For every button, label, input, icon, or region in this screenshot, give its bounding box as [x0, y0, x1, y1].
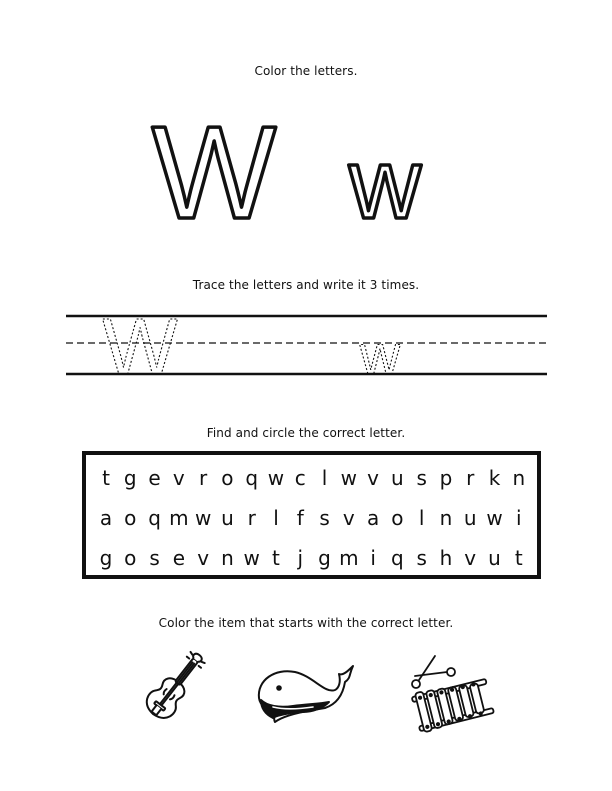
grid-row-1: [86, 459, 537, 497]
grid-letter[interactable]: u: [391, 466, 404, 490]
grid-letter[interactable]: l: [273, 506, 279, 530]
grid-letter[interactable]: w: [267, 466, 285, 490]
grid-letter[interactable]: a: [366, 506, 380, 530]
grid-letter[interactable]: o: [391, 506, 404, 530]
grid-letter[interactable]: m: [169, 506, 189, 530]
grid-letter[interactable]: n: [221, 546, 234, 570]
grid-letter[interactable]: u: [463, 506, 477, 530]
grid-row-2: [86, 499, 537, 537]
grid-letter[interactable]: r: [199, 466, 208, 490]
grid-letter[interactable]: v: [342, 506, 355, 530]
grid-letter[interactable]: l: [418, 506, 425, 530]
grid-letter[interactable]: t: [272, 546, 280, 570]
grid-letter[interactable]: a: [99, 506, 113, 530]
grid-letter[interactable]: h: [439, 546, 453, 570]
grid-letter[interactable]: g: [123, 466, 137, 490]
grid-letter[interactable]: i: [516, 506, 522, 530]
grid-letter[interactable]: v: [172, 466, 185, 490]
grid-letter[interactable]: t: [102, 466, 110, 490]
grid-letter[interactable]: t: [514, 546, 523, 570]
instruction-find: Find and circle the correct letter.: [206, 426, 406, 440]
trace-lowercase-letter: w: [359, 323, 401, 385]
whale-icon[interactable]: [253, 660, 357, 728]
grid-letter[interactable]: s: [416, 546, 427, 570]
grid-letter[interactable]: f: [296, 506, 304, 530]
grid-letter[interactable]: u: [221, 506, 234, 530]
trace-uppercase-letter: W: [102, 305, 178, 385]
grid-letter[interactable]: s: [319, 506, 330, 530]
instruction-color-item: Color the item that starts with the correct letter.: [158, 616, 454, 630]
outline-uppercase-letter: W: [151, 110, 277, 230]
grid-letter[interactable]: q: [245, 466, 259, 490]
letter-grid: [82, 451, 541, 579]
grid-letter[interactable]: w: [194, 506, 212, 530]
violin-icon[interactable]: [133, 646, 213, 732]
grid-letter[interactable]: i: [370, 546, 376, 570]
grid-letter[interactable]: n: [512, 466, 526, 490]
grid-letter[interactable]: j: [297, 546, 304, 570]
grid-row-3: [86, 539, 537, 577]
grid-letter[interactable]: v: [197, 546, 210, 570]
grid-letter[interactable]: c: [294, 466, 306, 490]
grid-letter[interactable]: l: [321, 466, 328, 490]
grid-letter[interactable]: v: [367, 466, 380, 490]
tracing-lines: [0, 305, 612, 385]
grid-letter[interactable]: g: [318, 546, 331, 570]
grid-letter[interactable]: u: [488, 546, 501, 570]
grid-letter[interactable]: n: [439, 506, 453, 530]
grid-letter[interactable]: m: [339, 546, 359, 570]
outline-lowercase-wrap: [335, 140, 435, 230]
grid-letter[interactable]: w: [340, 466, 357, 490]
outline-letters: [140, 110, 290, 230]
grid-letter[interactable]: v: [464, 546, 477, 570]
grid-letter[interactable]: s: [149, 546, 160, 570]
grid-letter[interactable]: w: [243, 546, 260, 570]
grid-letter[interactable]: o: [221, 466, 234, 490]
grid-letter[interactable]: p: [439, 466, 453, 490]
outline-lowercase-letter: w: [348, 140, 422, 230]
instruction-color-letters: Color the letters.: [254, 64, 358, 78]
grid-letter[interactable]: w: [486, 506, 503, 530]
grid-letter[interactable]: o: [124, 506, 137, 530]
grid-letter[interactable]: q: [391, 546, 404, 570]
grid-letter[interactable]: s: [416, 466, 427, 490]
grid-letter[interactable]: g: [99, 546, 113, 570]
grid-letter[interactable]: r: [247, 506, 256, 530]
instruction-trace: Trace the letters and write it 3 times.: [192, 278, 420, 292]
xylophone-icon[interactable]: [405, 652, 497, 734]
grid-letter[interactable]: e: [148, 466, 161, 490]
grid-letter[interactable]: o: [124, 546, 137, 570]
grid-letter[interactable]: q: [148, 506, 161, 530]
grid-letter[interactable]: k: [488, 466, 501, 490]
grid-letter[interactable]: r: [466, 466, 475, 490]
grid-letter[interactable]: e: [172, 546, 185, 570]
